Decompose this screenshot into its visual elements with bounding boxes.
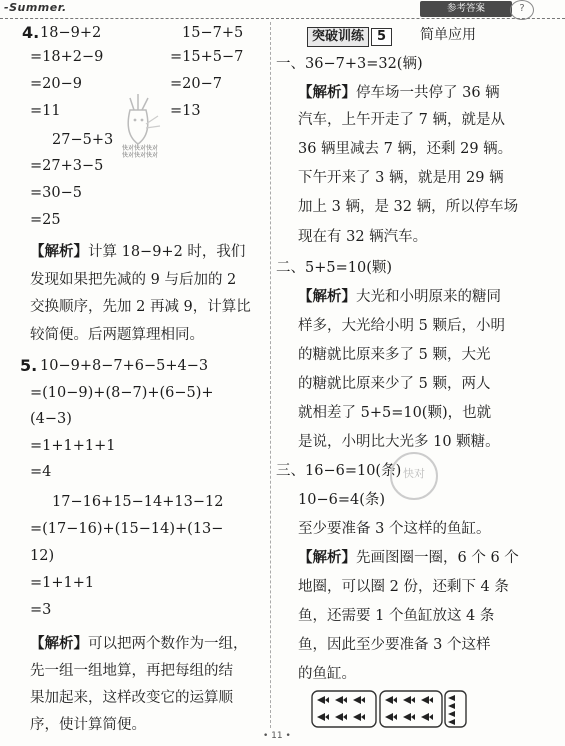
p2-analysis-line-2: 的糖就比原来多了 5 颗，大光 [298,347,491,363]
header-question-icon: ? [510,0,534,20]
q5-b2-1: =(17−16)+(15−14)+(13− [30,521,224,537]
q4-analysis-line-3: 较简便。后两题算理相同。 [30,327,204,343]
fish-group-diagram [311,690,467,728]
q4-b-1: =15+5−7 [170,49,244,65]
q5-b1-2: (4−3) [30,411,72,427]
section-title: 简单应用 [420,27,476,43]
p3-analysis-line-1: 地圈，可以圈 2 份，还剩下 4 条 [298,579,509,595]
q4-c-0: 27−5+3 [52,132,114,148]
p1-analysis-line-4: 加上 3 辆，是 32 辆，所以停车场 [298,199,519,215]
p2-analysis-line-0: 【解析】大光和小明原来的糖同 [298,288,501,305]
q4-b-2: =20−7 [170,76,222,92]
section-number: 5 [371,28,392,46]
p3-answer-1: 三、16−6=10(条) [276,463,402,479]
watermark-stamp: 快对 [390,452,438,500]
q5-b1-1: =(10−9)+(8−7)+(6−5)+ [30,385,214,401]
q5-b2-3: =1+1+1 [30,575,95,591]
q5-b1-4: =4 [30,464,52,480]
p3-answer-3: 至少要准备 3 个这样的鱼缸。 [298,521,491,537]
p1-analysis-line-1: 汽车，上午开走了 7 辆，就是从 [298,112,505,128]
page-number: • 11 • [263,731,291,741]
q5-b1-3: =1+1+1+1 [30,438,116,454]
p1-analysis-line-3: 下午开来了 3 辆，就是用 29 辆 [298,170,504,186]
p2-analysis-line-5: 是说，小明比大光多 10 颗糖。 [298,434,500,450]
p1-analysis-line-5: 现在有 32 辆汽车。 [298,229,428,245]
section-header [307,25,392,45]
p3-analysis-line-0: 【解析】先画图圈一圈，6 个 6 个 [298,549,519,566]
q4-b-0: 15−7+5 [182,25,244,41]
header-tag: 参考答案 [420,1,512,17]
brand-logo: -Summer. [4,1,67,14]
p3-analysis-line-2: 鱼，还需要 1 个鱼缸放这 4 条 [298,608,495,624]
q4-c-3: =25 [30,212,61,228]
p1-analysis-line-0: 【解析】停车场一共停了 36 辆 [298,84,500,101]
q4-a-1: =18+2−9 [30,49,104,65]
q5-analysis-line-3: 序，使计算简便。 [30,717,146,733]
column-divider [270,22,271,728]
mascot-caption: 快对快对快对 快对快对快对 [122,145,159,159]
q4-c-1: =27+3−5 [30,158,104,174]
q5-number: 5. [20,356,38,375]
q4-c-2: =30−5 [30,185,82,201]
q4-analysis-line-0: 【解析】计算 18−9+2 时，我们 [30,243,246,260]
header-rule [0,18,565,19]
q5-b2-0: 17−16+15−14+13−12 [52,494,224,510]
q5-analysis-line-1: 先一组一组地算，再把每组的结 [30,663,233,679]
fish-circle-3 [445,691,466,727]
q4-a-3: =11 [30,103,61,119]
q4-a-2: =20−9 [30,76,82,92]
p1-answer: 一、36−7+3=32(辆) [276,56,423,72]
section-label: 突破训练 [307,27,369,47]
q4-number: 4. [22,23,40,42]
q4-b-3: =13 [170,103,201,119]
p3-analysis-line-3: 鱼，因此至少要准备 3 个这样 [298,637,491,653]
q4-analysis-line-2: 交换顺序，先加 2 再减 9，计算比 [30,299,251,315]
q5-analysis-line-2: 果加起来，这样改变它的运算顺 [30,690,233,706]
p3-answer-2: 10−6=4(条) [298,492,386,508]
fish-circle-1 [312,691,376,727]
p2-analysis-line-3: 的糖就比原来少了 5 颗，两人 [298,376,491,392]
p2-answer: 二、5+5=10(颗) [276,260,393,276]
p3-analysis-line-4: 的鱼缸。 [298,666,356,682]
p2-analysis-line-4: 就相差了 5+5=10(颗)，也就 [298,405,492,421]
p2-analysis-line-1: 样多，大光给小明 5 颗后，小明 [298,318,505,334]
q5-b2-2: 12) [30,548,55,564]
q5-b2-4: =3 [30,602,52,618]
q5-analysis-line-0: 【解析】可以把两个数作为一组， [30,635,248,652]
q4-a-0: 18−9+2 [40,25,102,41]
p1-analysis-line-2: 36 辆里减去 7 辆，还剩 29 辆。 [298,141,513,157]
q4-analysis-line-1: 发现如果把先减的 9 与后加的 2 [30,272,237,288]
q5-b1-0: 10−9+8−7+6−5+4−3 [40,358,209,374]
